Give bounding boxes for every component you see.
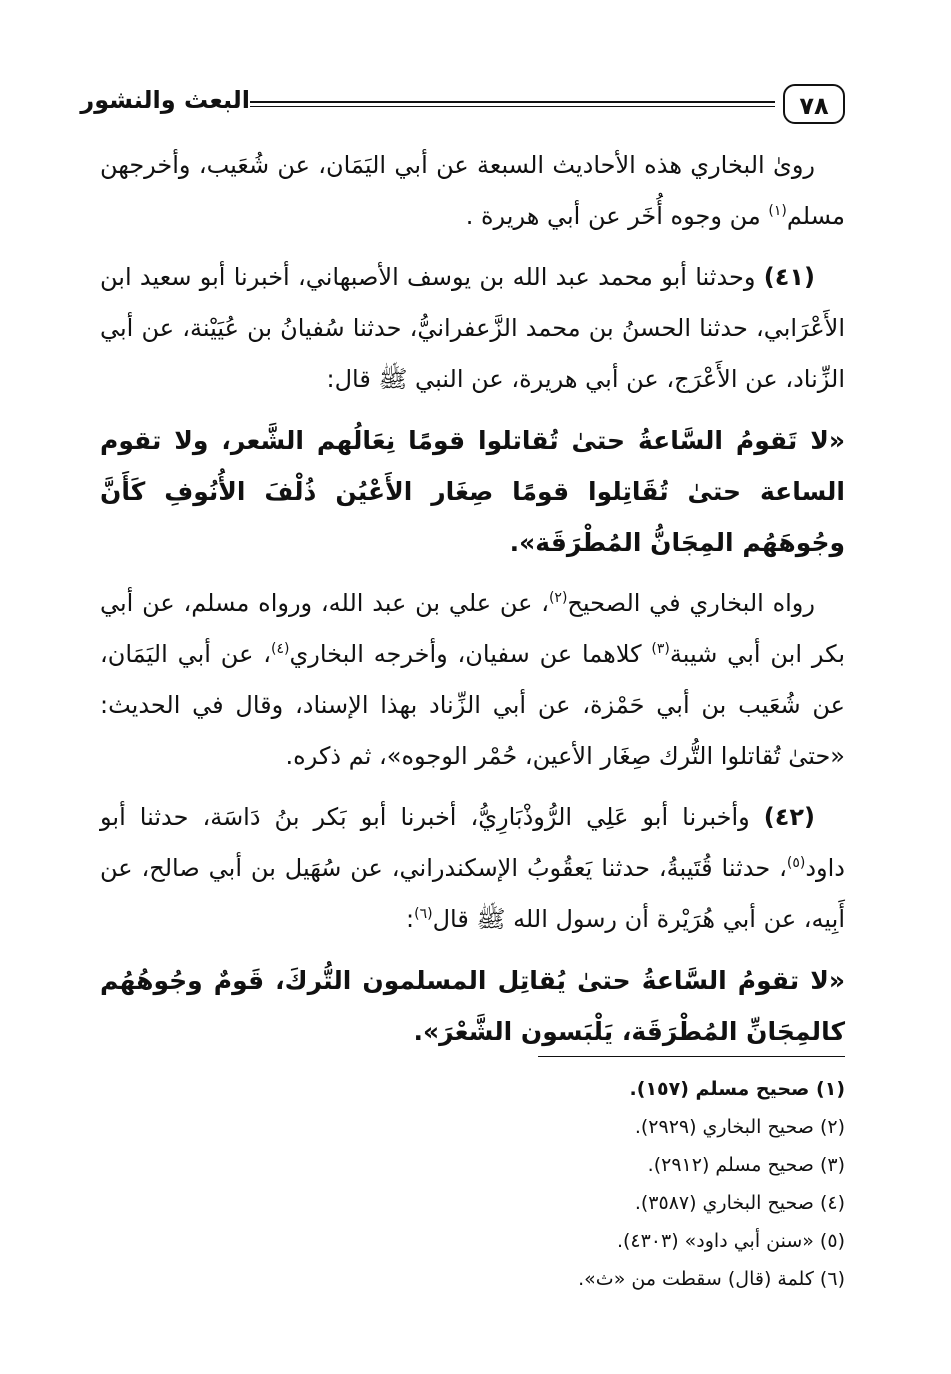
main-text	[100, 140, 845, 1067]
paragraph-1	[100, 140, 845, 242]
footnote-ref-4: (٤)	[270, 641, 290, 657]
footnote-4: (٤) صحيح البخاري (٣٥٨٧).	[634, 1192, 845, 1214]
paragraph-3-c: كلاهما عن سفيان، وأخرجه البخاري	[289, 640, 652, 668]
page-number: ٧٨	[783, 84, 845, 124]
footnotes	[325, 1070, 845, 1298]
footnote-6: (٦) كلمة (قال) سقطت من «ث».	[578, 1268, 845, 1290]
paragraph-42-b: ، حدثنا قُتَيبةُ، حدثنا يَعقُوبُ الإسكندراني، عن سُهَيل بن أبي صالح، عن أَبِيه، عن أبي هُرَيْرة أن رسول الله ﷺ قال	[100, 854, 845, 933]
hadith-text-2: «لا تقومُ السَّاعةُ حتىٰ يُقاتِل المسلمون التُّركَ، قَومٌ وجُوهُهُم كالمِجَانِّ المُطْرَقَة، يَلْبَسون الشَّعْرَ».	[100, 966, 845, 1046]
page-header	[80, 80, 845, 130]
paragraph-1-tail: من وجوه أُخَر عن أبي هريرة .	[465, 202, 769, 230]
footnote-ref-3: (٣)	[651, 641, 670, 657]
paragraph-41-text: وحدثنا أبو محمد عبد الله بن يوسف الأصبهاني، أخبرنا أبو سعيد ابن الأَعْرَابي، حدثنا الحسنُ بن محمد الزَّعفرانيُّ، حدثنا سُفيانُ بن عُيَيْنة، عن أبي الزِّناد، عن الأَعْرَج، عن أبي هريرة، عن النبي ﷺ قال:	[100, 263, 845, 393]
paragraph-42-c: :	[406, 905, 415, 933]
paragraph-3	[100, 578, 845, 782]
paragraph-1-text: روىٰ البخاري هذه الأحاديث السبعة عن أبي اليَمَان، عن شُعَيب، وأخرجهن مسلم	[100, 151, 845, 230]
header-rule	[250, 101, 775, 107]
hadith-text-1: «لا تَقومُ السَّاعةُ حتىٰ تُقاتلوا قومًا نِعَالُهم الشَّعر، ولا تقوم الساعة حتىٰ تُقَاتِلوا قومًا صِغَار الأَعْيُن ذُلْفَ الأُنُوفِ كَأَنَّ وجُوهَهُم المِجَانُّ المُطْرَقَة».	[100, 426, 845, 557]
footnote-ref-6: (٦)	[414, 906, 433, 922]
paragraph-42-a: وأخبرنا أبو عَلِي الرُّوذْبَارِيُّ، أخبرنا أبو بَكر بنُ دَاسَة، حدثنا أبو داود	[100, 803, 845, 882]
hadith-number-42: (٤٢)	[763, 803, 815, 831]
footnote-ref-2: (٢)	[548, 590, 568, 606]
book-title: البعث والنشور	[80, 86, 250, 114]
footnote-1: (١) صحيح مسلم (١٥٧).	[629, 1078, 845, 1100]
paragraph-3-b: ، عن علي بن عبد الله، ورواه مسلم، عن أبي بكر ابن أبي شيبة	[100, 589, 845, 668]
footnote-divider	[538, 1056, 845, 1057]
footnote-2: (٢) صحيح البخاري (٢٩٢٩).	[634, 1116, 845, 1138]
paragraph-3-a: رواه البخاري في الصحيح	[567, 589, 815, 617]
footnote-ref-5: (٥)	[786, 855, 806, 871]
paragraph-3-d: ، عن أبي اليَمَان، عن شُعَيب بن أبي حَمْزة، عن أبي الزِّناد بهذا الإسناد، وقال في الحديث: «حتىٰ تُقاتلوا التُّرك صِغَار الأعين، حُمْر الوجوه»، ثم ذكره.	[100, 640, 845, 770]
hadith-number-41: (٤١)	[763, 263, 815, 291]
paragraph-42	[100, 792, 845, 945]
footnote-ref-1: (١)	[768, 203, 787, 219]
footnote-5: (٥) «سنن أبي داود» (٤٣٠٣).	[616, 1230, 845, 1252]
paragraph-41	[100, 252, 845, 405]
footnote-3: (٣) صحيح مسلم (٢٩١٢).	[647, 1154, 845, 1176]
